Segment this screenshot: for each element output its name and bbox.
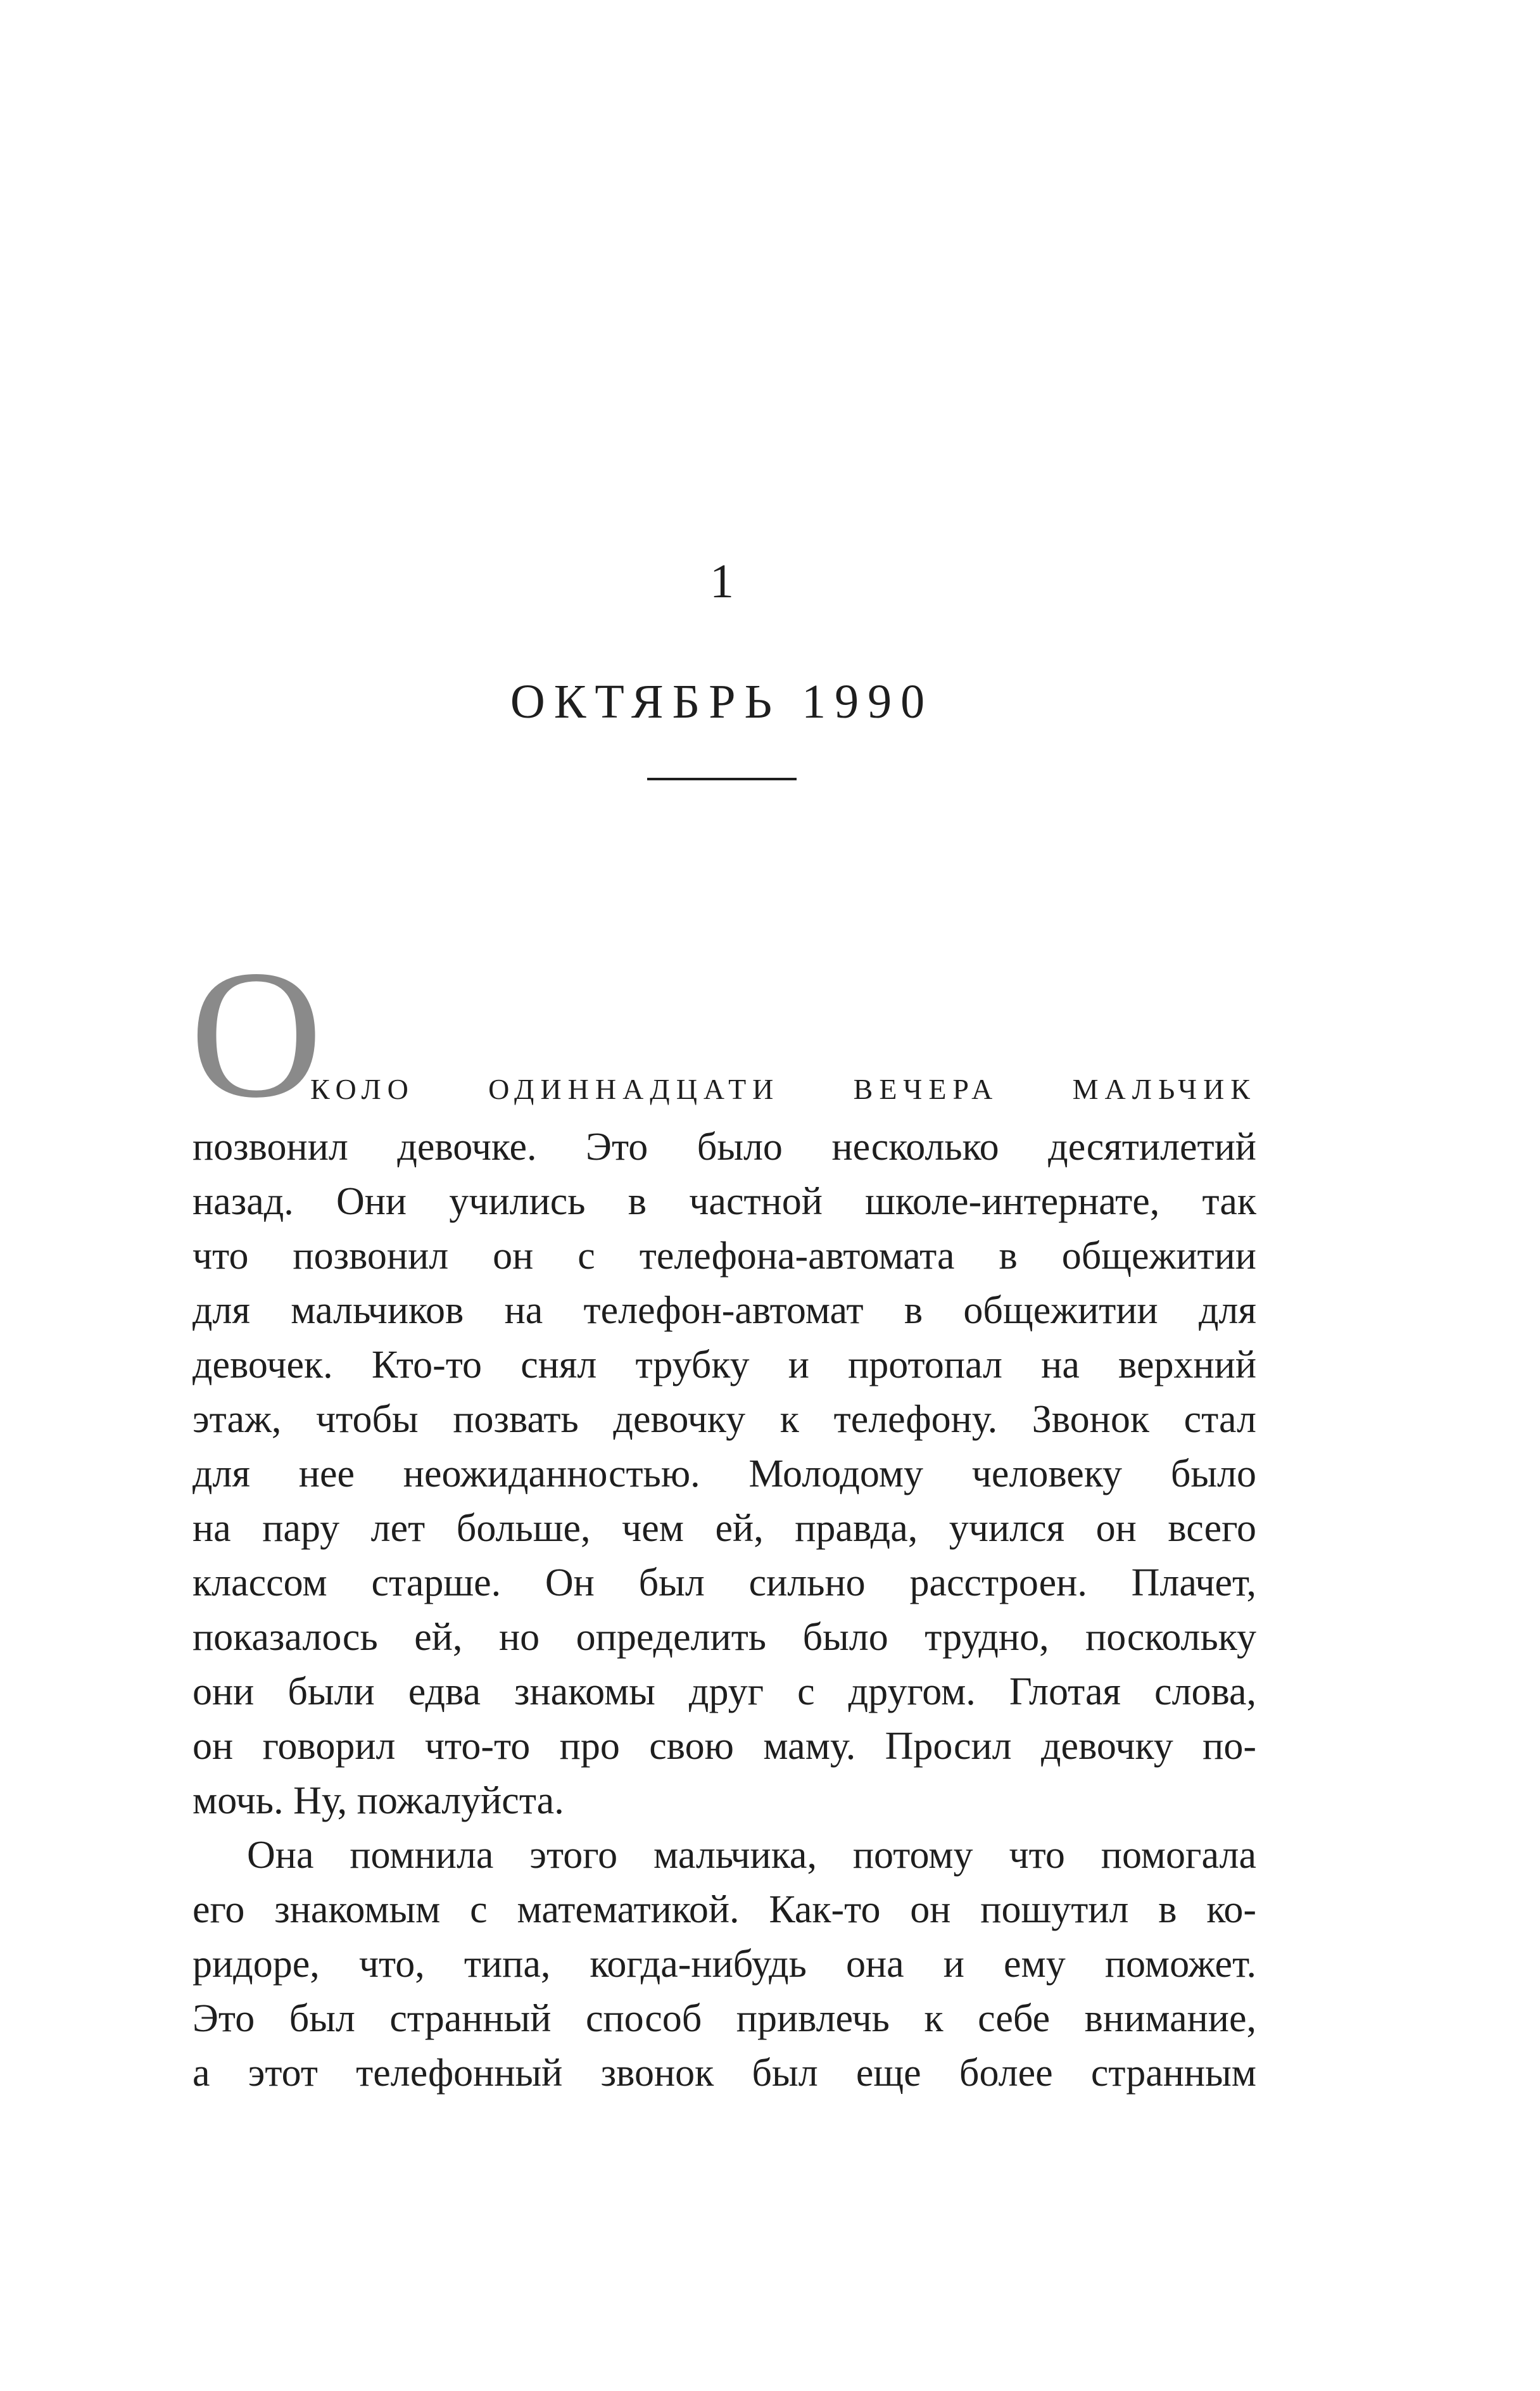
first-line-word: КОЛО: [310, 1073, 415, 1105]
text-line: для нее неожиданностью. Молодому человеку было: [192, 1452, 1256, 1495]
text-line: для мальчиков на телефон-автомат в общежитии для: [192, 1289, 1256, 1332]
text-line: он говорил что-то про свою маму. Просил девочку по-: [192, 1725, 1256, 1768]
first-line-word: ВЕЧЕРА: [853, 1073, 999, 1105]
drop-cap: О: [190, 932, 323, 1136]
chapter-number: 1: [710, 555, 734, 608]
first-line-word: ОДИННАДЦАТИ: [488, 1073, 780, 1105]
text-line: ридоре, что, типа, когда-нибудь она и ему поможет.: [192, 1943, 1256, 1986]
text-line: классом старше. Он был сильно расстроен. Плачет,: [192, 1561, 1256, 1604]
text-line: на пару лет больше, чем ей, правда, учился он всего: [192, 1507, 1256, 1550]
text-line: этаж, чтобы позвать девочку к телефону. Звонок стал: [192, 1398, 1256, 1441]
first-line-small-caps: [310, 1064, 1256, 1115]
text-line: что позвонил он с телефона-автомата в общежитии: [192, 1234, 1256, 1278]
text-line: девочек. Кто-то снял трубку и протопал на верхний: [192, 1343, 1256, 1386]
text-line: а этот телефонный звонок был еще более странным: [192, 2052, 1256, 2095]
text-line: они были едва знакомы друг с другом. Глотая слова,: [192, 1670, 1256, 1713]
first-line-word: МАЛЬЧИК: [1072, 1073, 1256, 1105]
paragraph-start-line: Она помнила этого мальчика, потому что помогала: [247, 1834, 1256, 1877]
text-line: позвонил девочке. Это было несколько десятилетий: [192, 1126, 1256, 1169]
chapter-title: ОКТЯБРЬ 1990: [510, 675, 934, 728]
chapter-divider: [647, 778, 797, 780]
text-line: его знакомым с математикой. Как-то он пошутил в ко-: [192, 1888, 1256, 1931]
text-line: назад. Они учились в частной школе-интернате, так: [192, 1180, 1256, 1223]
text-line: Это был странный способ привлечь к себе внимание,: [192, 1997, 1256, 2040]
text-line: мочь. Ну, пожалуйста.: [192, 1779, 564, 1822]
text-line: показалось ей, но определить было трудно, поскольку: [192, 1616, 1256, 1659]
